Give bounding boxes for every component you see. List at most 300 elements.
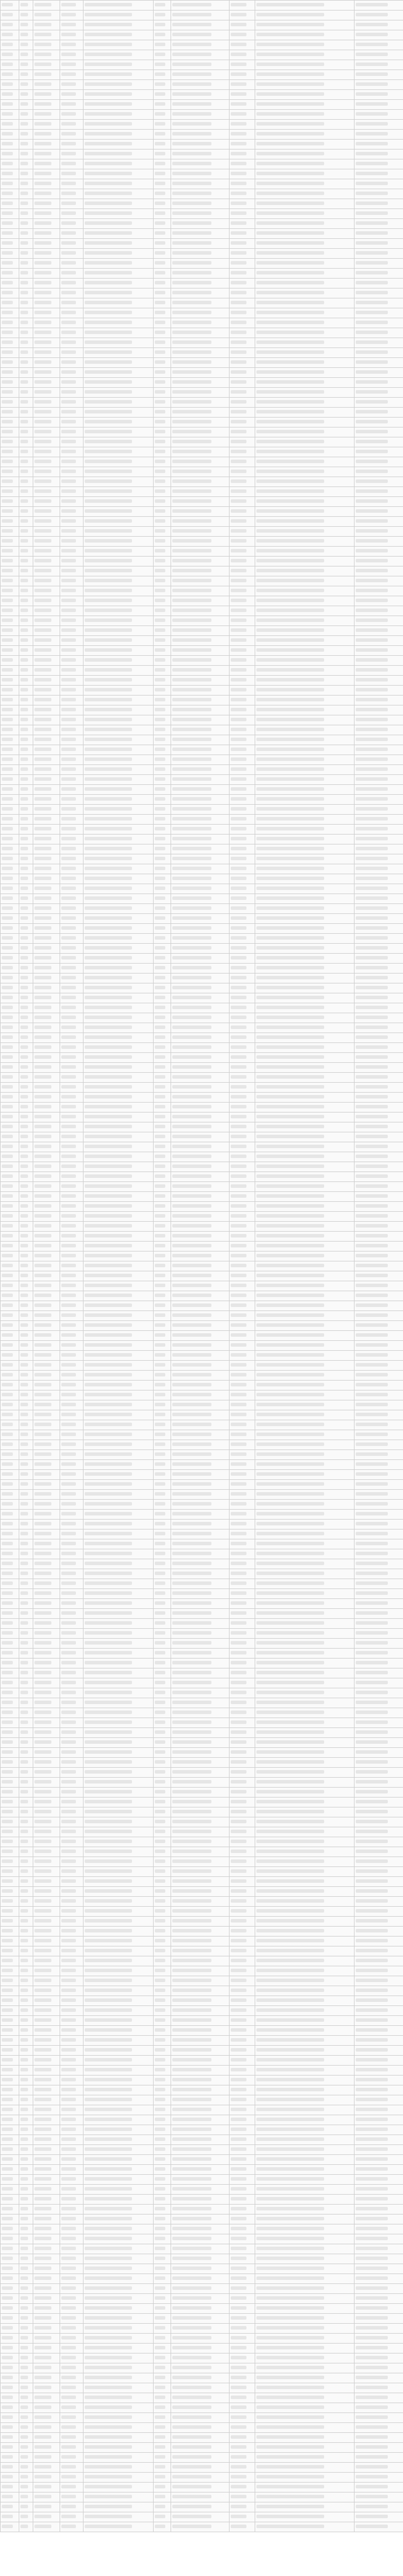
table-cell	[230, 1330, 255, 1340]
table-cell	[60, 884, 84, 894]
placeholder-bar	[356, 1452, 388, 1456]
table-cell	[230, 655, 255, 665]
placeholder-bar	[356, 1919, 388, 1923]
placeholder-bar	[2, 291, 13, 294]
table-cell	[19, 2105, 33, 2115]
placeholder-bar	[20, 2177, 28, 2181]
placeholder-bar	[34, 1095, 51, 1098]
table-cell	[60, 496, 84, 506]
table-cell	[19, 1767, 33, 1777]
placeholder-bar	[2, 1850, 13, 1853]
table-cell	[19, 40, 33, 50]
placeholder-bar	[172, 2346, 211, 2349]
placeholder-bar	[85, 1720, 132, 1724]
table-cell	[171, 1906, 230, 1916]
placeholder-bar	[231, 1780, 246, 1784]
table-cell	[171, 1430, 230, 1440]
table-cell	[60, 20, 84, 30]
table-cell	[33, 1668, 60, 1678]
placeholder-bar	[155, 1303, 165, 1307]
table-cell	[255, 1330, 355, 1340]
table-cell	[154, 1906, 171, 1916]
table-row	[1, 1499, 403, 1509]
table-cell	[19, 2015, 33, 2025]
table-cell	[171, 1876, 230, 1886]
placeholder-bar	[2, 142, 13, 145]
placeholder-bar	[172, 1164, 211, 1168]
table-cell	[355, 129, 403, 139]
table-cell	[154, 1430, 171, 1440]
table-cell	[171, 1082, 230, 1092]
table-row	[1, 1102, 403, 1112]
table-cell	[84, 1688, 154, 1698]
placeholder-bar	[256, 2336, 324, 2339]
table-row	[1, 1013, 403, 1023]
placeholder-bar	[34, 1939, 51, 1942]
table-cell	[33, 1152, 60, 1162]
placeholder-bar	[20, 479, 28, 483]
placeholder-bar	[155, 2187, 165, 2191]
placeholder-bar	[2, 1373, 13, 1376]
placeholder-bar	[155, 976, 165, 979]
table-cell	[230, 10, 255, 20]
table-cell	[1, 1509, 19, 1519]
table-cell	[33, 1330, 60, 1340]
placeholder-bar	[2, 1284, 13, 1287]
placeholder-bar	[231, 1998, 246, 2002]
table-cell	[84, 119, 154, 129]
placeholder-bar	[61, 847, 76, 850]
table-cell	[154, 218, 171, 228]
placeholder-bar	[256, 1403, 324, 1406]
placeholder-bar	[231, 748, 246, 751]
table-cell	[60, 1976, 84, 1986]
table-cell	[84, 1827, 154, 1837]
table-cell	[33, 635, 60, 645]
table-cell	[60, 903, 84, 913]
table-cell	[355, 894, 403, 903]
placeholder-bar	[231, 380, 246, 384]
placeholder-bar	[61, 489, 76, 493]
table-cell	[19, 387, 33, 397]
table-cell	[255, 2313, 355, 2323]
table-cell	[60, 1122, 84, 1132]
placeholder-bar	[172, 1820, 211, 1823]
table-cell	[33, 1420, 60, 1430]
table-cell	[1, 2313, 19, 2323]
table-cell	[171, 884, 230, 894]
table-cell	[355, 457, 403, 467]
table-cell	[1, 1042, 19, 1052]
placeholder-bar	[85, 2346, 132, 2349]
placeholder-bar	[20, 1740, 28, 1744]
table-cell	[255, 1301, 355, 1310]
placeholder-bar	[256, 162, 324, 165]
table-cell	[171, 477, 230, 486]
placeholder-bar	[34, 1194, 51, 1198]
table-cell	[355, 546, 403, 556]
placeholder-bar	[356, 1562, 388, 1565]
table-cell	[1, 1986, 19, 1996]
table-cell	[1, 953, 19, 963]
placeholder-bar	[61, 1006, 76, 1009]
table-cell	[60, 794, 84, 804]
table-cell	[19, 913, 33, 923]
placeholder-bar	[20, 82, 28, 86]
table-cell	[60, 983, 84, 993]
placeholder-bar	[155, 2118, 165, 2121]
placeholder-bar	[61, 2286, 76, 2290]
table-cell	[19, 1370, 33, 1380]
placeholder-bar	[172, 132, 211, 135]
table-cell	[60, 645, 84, 655]
table-cell	[84, 457, 154, 467]
table-cell	[171, 1946, 230, 1956]
table-cell	[1, 1588, 19, 1598]
placeholder-bar	[61, 1135, 76, 1138]
table-cell	[33, 60, 60, 69]
placeholder-bar	[85, 2028, 132, 2032]
placeholder-bar	[2, 718, 13, 721]
placeholder-bar	[356, 827, 388, 830]
placeholder-bar	[20, 1909, 28, 1913]
table-row	[1, 1191, 403, 1201]
placeholder-bar	[356, 1661, 388, 1664]
table-cell	[19, 417, 33, 427]
table-cell	[154, 1976, 171, 1986]
table-cell	[84, 69, 154, 79]
placeholder-bar	[2, 350, 13, 354]
table-cell	[171, 2075, 230, 2085]
table-cell	[19, 556, 33, 566]
placeholder-bar	[356, 1492, 388, 1496]
placeholder-bar	[356, 1164, 388, 1168]
placeholder-bar	[61, 1581, 76, 1585]
placeholder-bar	[2, 271, 13, 274]
table-cell	[171, 903, 230, 913]
table-cell	[19, 357, 33, 367]
table-cell	[154, 2115, 171, 2125]
table-cell	[255, 2065, 355, 2075]
table-cell	[33, 844, 60, 854]
placeholder-bar	[256, 152, 324, 155]
table-cell	[1, 1668, 19, 1678]
table-cell	[1, 1023, 19, 1033]
placeholder-bar	[356, 102, 388, 106]
table-cell	[60, 1281, 84, 1291]
table-cell	[19, 119, 33, 129]
table-cell	[84, 2135, 154, 2144]
placeholder-bar	[356, 192, 388, 195]
table-cell	[230, 1251, 255, 1261]
placeholder-bar	[172, 1075, 211, 1079]
placeholder-bar	[20, 281, 28, 284]
placeholder-bar	[155, 172, 165, 175]
placeholder-bar	[356, 559, 388, 562]
placeholder-bar	[2, 1859, 13, 1863]
placeholder-bar	[155, 1353, 165, 1357]
table-cell	[230, 536, 255, 546]
table-cell	[171, 2254, 230, 2264]
table-cell	[355, 1420, 403, 1430]
table-cell	[355, 1489, 403, 1499]
placeholder-bar	[155, 847, 165, 850]
table-cell	[84, 2055, 154, 2065]
placeholder-bar	[172, 936, 211, 940]
placeholder-bar	[256, 479, 324, 483]
placeholder-bar	[34, 1264, 51, 1267]
placeholder-bar	[231, 1562, 246, 1565]
table-cell	[84, 1360, 154, 1370]
table-cell	[171, 536, 230, 546]
placeholder-bar	[85, 1075, 132, 1079]
placeholder-bar	[172, 1323, 211, 1327]
table-cell	[33, 2293, 60, 2303]
placeholder-bar	[172, 340, 211, 344]
table-cell	[230, 2184, 255, 2194]
table-row	[1, 1698, 403, 1708]
placeholder-bar	[256, 1919, 324, 1923]
table-cell	[230, 556, 255, 566]
placeholder-bar	[172, 817, 211, 821]
table-cell	[19, 2343, 33, 2353]
placeholder-bar	[356, 1998, 388, 2002]
table-cell	[230, 268, 255, 278]
table-cell	[1, 2045, 19, 2055]
placeholder-bar	[231, 827, 246, 830]
placeholder-bar	[34, 1929, 51, 1932]
placeholder-bar	[34, 787, 51, 791]
placeholder-bar	[20, 321, 28, 324]
table-row	[1, 2244, 403, 2254]
placeholder-bar	[20, 609, 28, 612]
table-cell	[19, 1271, 33, 1281]
table-cell	[230, 467, 255, 477]
placeholder-bar	[2, 1810, 13, 1813]
placeholder-bar	[61, 1979, 76, 1982]
table-cell	[19, 2115, 33, 2125]
table-cell	[154, 884, 171, 894]
table-cell	[154, 1718, 171, 1727]
placeholder-bar	[356, 1353, 388, 1357]
placeholder-bar	[356, 1969, 388, 1972]
placeholder-bar	[356, 1442, 388, 1446]
placeholder-bar	[34, 1909, 51, 1913]
table-cell	[171, 1718, 230, 1727]
table-row	[1, 2144, 403, 2154]
placeholder-bar	[85, 479, 132, 483]
placeholder-bar	[172, 1462, 211, 1466]
table-cell	[154, 1082, 171, 1092]
table-cell	[1, 1201, 19, 1211]
placeholder-bar	[85, 559, 132, 562]
placeholder-bar	[155, 569, 165, 572]
table-cell	[1, 99, 19, 109]
placeholder-bar	[172, 748, 211, 751]
placeholder-bar	[85, 896, 132, 900]
table-row	[1, 1430, 403, 1440]
table-cell	[355, 645, 403, 655]
table-cell	[154, 675, 171, 685]
placeholder-bar	[231, 1462, 246, 1466]
table-cell	[255, 1132, 355, 1142]
table-cell	[84, 933, 154, 943]
table-cell	[171, 199, 230, 208]
table-cell	[19, 1678, 33, 1688]
table-row	[1, 1479, 403, 1489]
placeholder-bar	[356, 231, 388, 235]
placeholder-bar	[231, 867, 246, 870]
placeholder-bar	[2, 1929, 13, 1932]
placeholder-bar	[231, 2018, 246, 2022]
placeholder-bar	[256, 241, 324, 245]
table-cell	[84, 894, 154, 903]
placeholder-bar	[172, 2276, 211, 2280]
placeholder-bar	[356, 549, 388, 552]
placeholder-bar	[34, 221, 51, 225]
table-cell	[171, 228, 230, 238]
table-cell	[33, 903, 60, 913]
table-cell	[19, 2293, 33, 2303]
table-cell	[1, 1072, 19, 1082]
placeholder-bar	[2, 1701, 13, 1704]
table-cell	[154, 1420, 171, 1430]
placeholder-bar	[356, 1512, 388, 1515]
table-cell	[154, 308, 171, 318]
placeholder-bar	[61, 1085, 76, 1089]
placeholder-bar	[155, 956, 165, 960]
table-cell	[154, 477, 171, 486]
table-cell	[33, 705, 60, 715]
placeholder-bar	[20, 92, 28, 96]
table-row	[1, 1112, 403, 1122]
placeholder-bar	[155, 926, 165, 930]
placeholder-bar	[155, 1343, 165, 1347]
placeholder-bar	[20, 837, 28, 840]
placeholder-bar	[2, 2266, 13, 2270]
table-cell	[154, 1618, 171, 1628]
table-cell	[255, 1310, 355, 1320]
placeholder-bar	[256, 1850, 324, 1853]
placeholder-bar	[34, 1611, 51, 1615]
placeholder-bar	[34, 1780, 51, 1784]
table-cell	[1, 1449, 19, 1459]
table-cell	[171, 1966, 230, 1976]
placeholder-bar	[85, 2336, 132, 2339]
table-cell	[355, 288, 403, 298]
table-row	[1, 1181, 403, 1191]
table-cell	[230, 705, 255, 715]
table-cell	[230, 1440, 255, 1449]
table-cell	[230, 943, 255, 953]
table-cell	[84, 1132, 154, 1142]
table-cell	[1, 159, 19, 169]
placeholder-bar	[34, 1899, 51, 1903]
placeholder-bar	[172, 370, 211, 374]
table-cell	[230, 1042, 255, 1052]
placeholder-bar	[34, 1562, 51, 1565]
placeholder-bar	[231, 2058, 246, 2062]
placeholder-bar	[34, 2018, 51, 2022]
placeholder-bar	[231, 638, 246, 642]
placeholder-bar	[256, 43, 324, 46]
placeholder-bar	[20, 1641, 28, 1645]
placeholder-bar	[34, 112, 51, 116]
table-row	[1, 774, 403, 784]
table-cell	[355, 2065, 403, 2075]
table-cell	[230, 1946, 255, 1956]
placeholder-bar	[85, 430, 132, 433]
placeholder-bar	[20, 1929, 28, 1932]
table-cell	[60, 556, 84, 566]
table-cell	[1, 844, 19, 854]
table-cell	[33, 40, 60, 50]
table-cell	[33, 735, 60, 745]
table-row	[1, 1956, 403, 1966]
table-cell	[154, 625, 171, 635]
placeholder-bar	[2, 609, 13, 612]
placeholder-bar	[20, 847, 28, 850]
table-cell	[19, 864, 33, 874]
table-cell	[355, 159, 403, 169]
table-cell	[230, 844, 255, 854]
placeholder-bar	[256, 1413, 324, 1416]
placeholder-bar	[85, 529, 132, 533]
table-cell	[33, 2184, 60, 2194]
table-cell	[19, 983, 33, 993]
table-cell	[355, 2313, 403, 2323]
placeholder-bar	[34, 1105, 51, 1108]
table-cell	[84, 784, 154, 794]
placeholder-bar	[155, 2336, 165, 2339]
placeholder-bar	[34, 82, 51, 86]
placeholder-bar	[231, 1611, 246, 1615]
placeholder-bar	[155, 1869, 165, 1873]
table-row	[1, 40, 403, 50]
placeholder-bar	[231, 489, 246, 493]
table-cell	[84, 1380, 154, 1390]
placeholder-bar	[20, 62, 28, 66]
table-cell	[33, 606, 60, 616]
placeholder-bar	[85, 1502, 132, 1506]
placeholder-bar	[231, 1403, 246, 1406]
table-row	[1, 1251, 403, 1261]
table-cell	[171, 1976, 230, 1986]
placeholder-bar	[20, 797, 28, 801]
placeholder-bar	[172, 1720, 211, 1724]
table-cell	[230, 1181, 255, 1191]
placeholder-bar	[34, 2197, 51, 2200]
table-cell	[355, 377, 403, 387]
placeholder-bar	[172, 1303, 211, 1307]
table-cell	[60, 1479, 84, 1489]
placeholder-bar	[61, 400, 76, 404]
placeholder-bar	[34, 331, 51, 334]
table-cell	[1, 2095, 19, 2105]
placeholder-bar	[85, 1164, 132, 1168]
placeholder-bar	[2, 1651, 13, 1654]
table-cell	[60, 1469, 84, 1479]
table-cell	[84, 536, 154, 546]
placeholder-bar	[34, 2207, 51, 2210]
placeholder-bar	[155, 1830, 165, 1833]
table-cell	[33, 1886, 60, 1896]
table-cell	[60, 208, 84, 218]
placeholder-bar	[356, 867, 388, 870]
placeholder-bar	[172, 2177, 211, 2181]
table-cell	[19, 2313, 33, 2323]
table-cell	[255, 447, 355, 457]
